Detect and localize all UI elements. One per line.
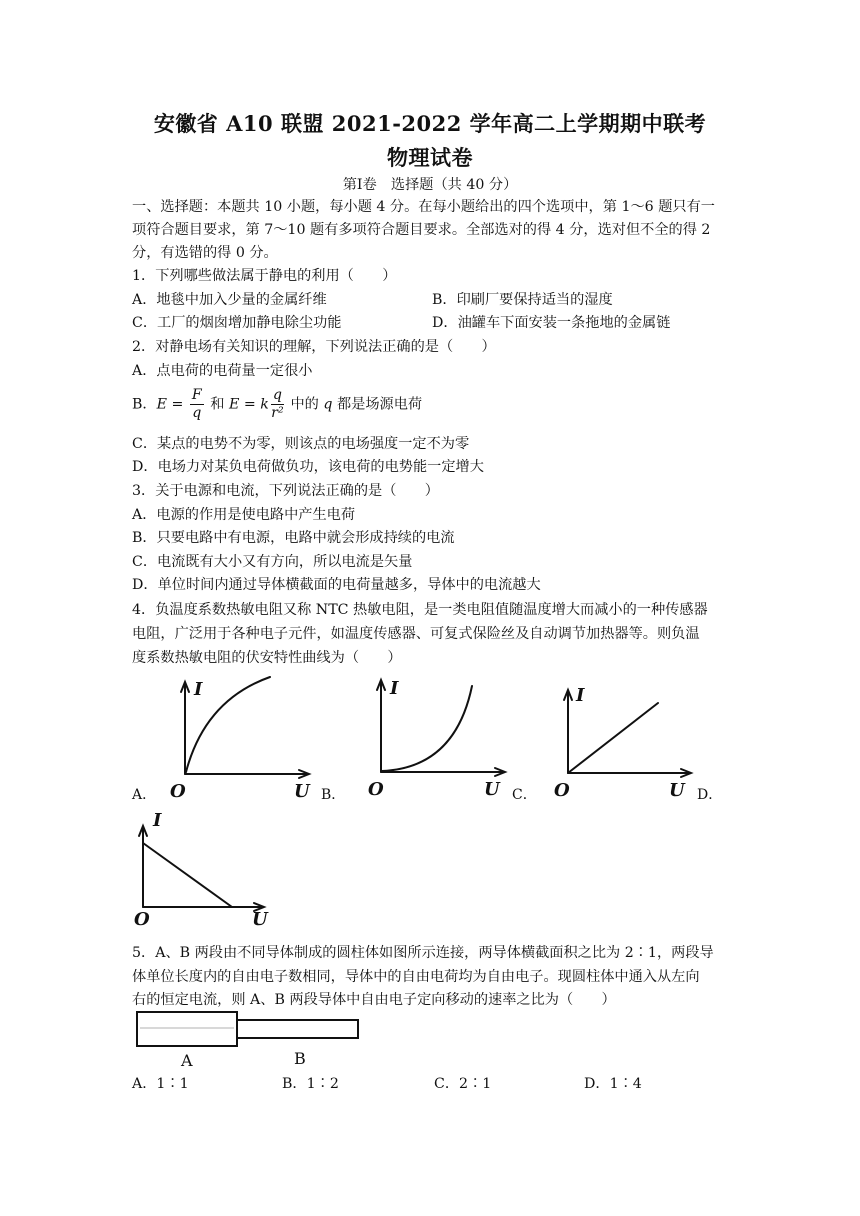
q2-option-d: D．电场力对某负电荷做负功，该电荷的电势能一定增大	[132, 459, 484, 475]
q3-option-d: D．单位时间内通过导体横截面的电荷量越多，导体中的电流越大	[132, 577, 541, 593]
cylinder-a	[137, 1012, 237, 1046]
axis-label-u: U	[484, 779, 500, 800]
cylinder-a-label: A	[181, 1051, 193, 1070]
axis-label-u: U	[252, 909, 268, 930]
axis-label-i: I	[576, 685, 585, 706]
q5-stem: 5．A、B 两段由不同导体制成的圆柱体如图所示连接，两导体横截面积之比为 2∶1，两段导	[132, 945, 714, 961]
q1-option-b: B．印刷厂要保持适当的湿度	[432, 292, 613, 308]
axis-label-o: O	[554, 780, 570, 801]
q4-option-b-label: B．	[321, 787, 346, 803]
q3-option-b: B．只要电路中有电源，电路中就会形成持续的电流	[132, 530, 455, 546]
cylinder-b	[237, 1020, 358, 1038]
fraction-f-over-q: $\frac{F}{q}$	[191, 387, 202, 421]
q2-stem: 2．对静电场有关知识的理解，下列说法正确的是（ ）	[132, 339, 496, 355]
q3-option-c: C．电流既有大小又有方向，所以电流是矢量	[132, 554, 413, 570]
q3-option-a: A．电源的作用是使电路中产生电荷	[132, 507, 356, 523]
q4-stem: 电阻，广泛用于各种电子元件，如温度传感器、可复式保险丝及自动调节加热器等。则负温	[132, 626, 700, 642]
axis-label-u: U	[294, 781, 310, 802]
q4-stem: 4．负温度系数热敏电阻又称 NTC 热敏电阻，是一类电阻值随温度增大而减小的一种传感器	[132, 602, 708, 618]
axis-label-o: O	[368, 779, 384, 800]
axis-label-i: I	[390, 678, 399, 699]
q5-stem: 右的恒定电流，则 A、B 两段导体中自由电子定向移动的速率之比为（ ）	[132, 992, 616, 1008]
q4-option-c-label: C．	[512, 787, 537, 803]
instruction-line: 分，有选错的得 0 分。	[132, 245, 278, 261]
q5-cylinder-figure	[137, 1012, 358, 1046]
q4-option-a-label: A．	[132, 787, 157, 803]
instruction-line: 项符合题目要求，第 7～10 题有多项符合题目要求。全部选对的得 4 分，选对但不全的得 2	[132, 222, 711, 238]
q1-option-c: C．工厂的烟囱增加静电除尘功能	[132, 315, 342, 331]
instruction-line: 一、选择题：本题共 10 小题，每小题 4 分。在每小题给出的四个选项中，第 1～6 题只有一	[132, 199, 715, 215]
cylinder-b-label: B	[294, 1049, 306, 1068]
axis-label-o: O	[134, 909, 150, 930]
q2-option-c: C．某点的电势不为零，则该点的电场强度一定不为零	[132, 436, 470, 452]
q5-option-d: D．1∶4	[584, 1076, 642, 1092]
q4-option-d-label: D．	[697, 787, 723, 803]
q5-option-row	[132, 1074, 742, 1094]
q5-stem: 体单位长度内的自由电子数相同，导体中的自由电荷均为自由电子。现圆柱体中通入从左向	[132, 969, 700, 985]
q5-option-b: B．1∶2	[282, 1076, 339, 1092]
axis-label-u: U	[669, 780, 685, 801]
q5-option-c: C．2∶1	[434, 1076, 492, 1092]
part-heading: 第Ⅰ卷 选择题（共 40 分）	[342, 177, 518, 193]
axis-label-i: I	[153, 810, 162, 831]
q1-option-d: D．油罐车下面安装一条拖地的金属链	[432, 315, 671, 331]
axis-label-o: O	[170, 781, 186, 802]
exam-title: 安徽省 A10 联盟 2021-2022 学年高二上学期期中联考	[153, 111, 707, 136]
q5-option-a: A．1∶1	[132, 1076, 189, 1092]
fraction-q-over-r2: $\frac{q}{\text{r²}}$	[271, 387, 284, 421]
q2-option-a: A．点电荷的电荷量一定很小	[132, 363, 313, 379]
q2-option-b: B．E = $\frac{F}{q}$ 和 E = k $\frac{q}{\text{r²}}$ 中的 q 都是场源电荷	[132, 387, 423, 421]
exam-subtitle: 物理试卷	[387, 145, 473, 170]
graph-d	[139, 826, 264, 911]
q4-stem: 度系数热敏电阻的伏安特性曲线为（ ）	[132, 650, 402, 666]
q1-stem: 1．下列哪些做法属于静电的利用（ ）	[132, 268, 397, 284]
axis-label-i: I	[194, 679, 203, 700]
q1-option-a: A．地毯中加入少量的金属纤维	[132, 292, 327, 308]
q3-stem: 3．关于电源和电流，下列说法正确的是（ ）	[132, 483, 439, 499]
